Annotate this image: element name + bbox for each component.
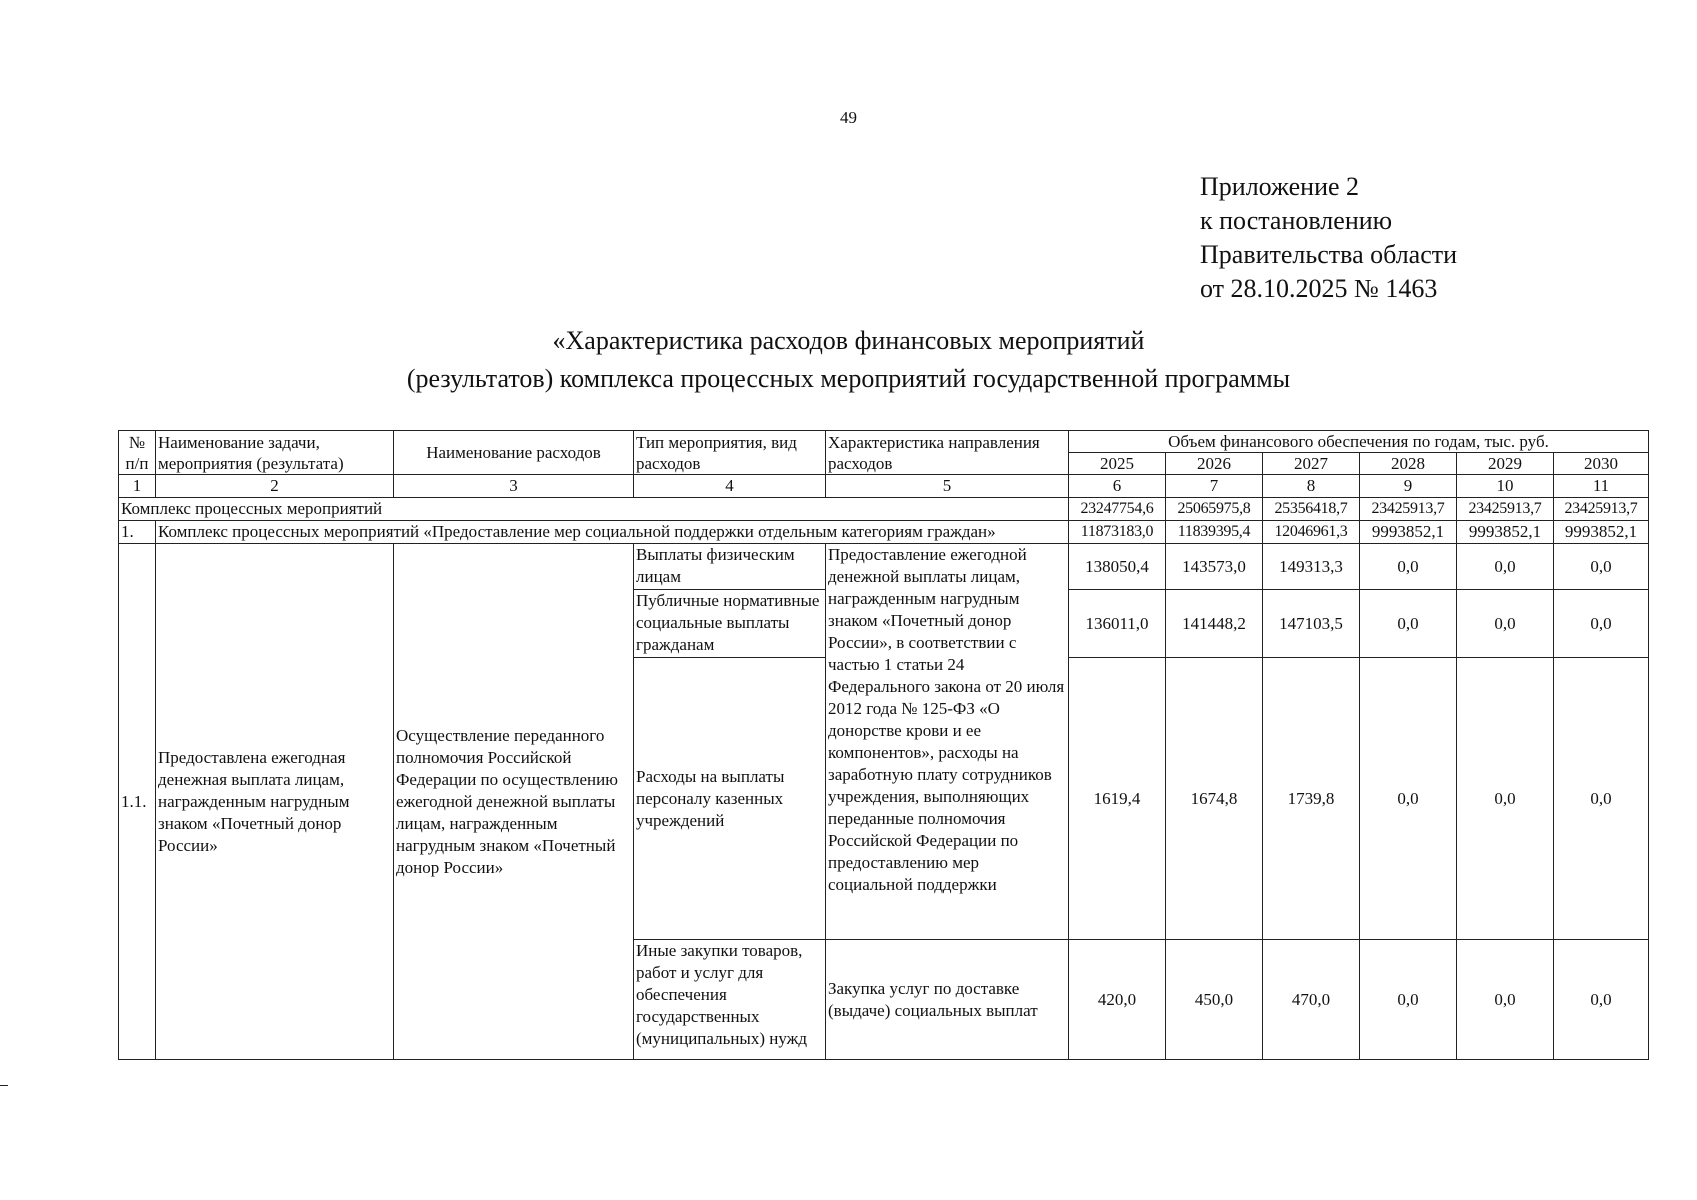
header-characteristic: Характеристика направления расходов (826, 431, 1069, 475)
column-number: 2 (156, 475, 394, 498)
appendix-block (1200, 170, 1457, 306)
amount-cell: 149313,3 (1263, 544, 1360, 590)
column-number: 7 (1166, 475, 1263, 498)
amount-cell: 1619,4 (1069, 658, 1166, 940)
complex-row-1-value: 11839395,4 (1166, 521, 1263, 544)
header-year: 2029 (1457, 453, 1554, 475)
finance-table (118, 430, 1649, 1060)
column-number: 8 (1263, 475, 1360, 498)
header-task: Наименование задачи, мероприятия (результата) (156, 431, 394, 475)
amount-cell: 0,0 (1457, 658, 1554, 940)
appendix-line: от 28.10.2025 № 1463 (1200, 274, 1438, 303)
amount-cell: 0,0 (1457, 544, 1554, 590)
complex-row-1-value: 12046961,3 (1263, 521, 1360, 544)
amount-cell: 0,0 (1457, 940, 1554, 1060)
amount-cell: 0,0 (1457, 590, 1554, 658)
amount-cell: 450,0 (1166, 940, 1263, 1060)
header-year: 2027 (1263, 453, 1360, 475)
complex-row-1 (119, 521, 1649, 544)
header-type: Тип мероприятия, вид расходов (634, 431, 826, 475)
complex-total-value: 25065975,8 (1166, 498, 1263, 521)
amount-cell: 0,0 (1360, 544, 1457, 590)
header-year: 2026 (1166, 453, 1263, 475)
amount-cell: 0,0 (1554, 544, 1649, 590)
expense-characteristic: Предоставление ежегодной денежной выплаты лицам, награжденным нагрудным знаком «Почетный донор России», в соответствии с частью 1 статьи 24 Федерального закона от 20 июля 2012 года № 125-ФЗ «О донорстве крови и ее компонентов», расходы на заработную плату сотрудников учреждения, выполняющих переданные полномочия Российской Федерации по предоставлению мер социальной поддержки (826, 544, 1069, 940)
header-year: 2025 (1069, 453, 1166, 475)
complex-total-value: 23425913,7 (1457, 498, 1554, 521)
complex-row-1-value: 11873183,0 (1069, 521, 1166, 544)
amount-cell: 420,0 (1069, 940, 1166, 1060)
complex-total-value: 23425913,7 (1360, 498, 1457, 521)
expense-type: Публичные нормативные социальные выплаты гражданам (634, 590, 826, 658)
page-number: 49 (840, 108, 857, 127)
amount-cell: 470,0 (1263, 940, 1360, 1060)
column-number: 5 (826, 475, 1069, 498)
amount-cell: 1739,8 (1263, 658, 1360, 940)
complex-row-1-label: Комплекс процессных мероприятий «Предоставление мер социальной поддержки отдельным категориям граждан» (156, 521, 1069, 544)
column-number-row (119, 475, 1649, 498)
amount-cell: 143573,0 (1166, 544, 1263, 590)
row-number: 1.1. (119, 544, 156, 1060)
column-number: 11 (1554, 475, 1649, 498)
header-row (119, 431, 1649, 453)
header-year: 2030 (1554, 453, 1649, 475)
complex-total-row (119, 498, 1649, 521)
amount-cell: 0,0 (1360, 658, 1457, 940)
complex-row-1-value: 9993852,1 (1554, 521, 1649, 544)
column-number: 1 (119, 475, 156, 498)
complex-total-value: 23425913,7 (1554, 498, 1649, 521)
row-number: 1. (119, 521, 156, 544)
amount-cell: 0,0 (1554, 940, 1649, 1060)
amount-cell: 0,0 (1554, 658, 1649, 940)
complex-row-1-value: 9993852,1 (1360, 521, 1457, 544)
complex-row-1-value: 9993852,1 (1457, 521, 1554, 544)
sub-row-physical-payments (119, 544, 1649, 590)
complex-total-value: 23247754,6 (1069, 498, 1166, 521)
amount-cell: 0,0 (1554, 590, 1649, 658)
margin-mark (0, 1085, 8, 1086)
column-number: 3 (394, 475, 634, 498)
amount-cell: 136011,0 (1069, 590, 1166, 658)
amount-cell: 141448,2 (1166, 590, 1263, 658)
expense-characteristic: Закупка услуг по доставке (выдаче) социальных выплат (826, 940, 1069, 1060)
title-line-1: «Характеристика расходов финансовых мероприятий (552, 326, 1145, 355)
title-line-2: (результатов) комплекса процессных мероприятий государственной программы (406, 364, 1291, 393)
task-name: Предоставлена ежегодная денежная выплата лицам, награжденным нагрудным знаком «Почетный донор России» (156, 544, 394, 1060)
expense-type: Расходы на выплаты персоналу казенных учреждений (634, 658, 826, 940)
expense-type: Выплаты физическим лицам (634, 544, 826, 590)
header-num: № п/п (119, 431, 156, 475)
column-number: 6 (1069, 475, 1166, 498)
document-title (0, 322, 1697, 398)
expense-name: Осуществление переданного полномочия Российской Федерации по осуществлению ежегодной денежной выплаты лицам, награжденным нагрудным знаком «Почетный донор России» (394, 544, 634, 1060)
amount-cell: 0,0 (1360, 590, 1457, 658)
amount-cell: 0,0 (1360, 940, 1457, 1060)
header-year: 2028 (1360, 453, 1457, 475)
header-expense-name: Наименование расходов (394, 431, 634, 475)
amount-cell: 147103,5 (1263, 590, 1360, 658)
appendix-line: к постановлению (1200, 206, 1393, 235)
amount-cell: 138050,4 (1069, 544, 1166, 590)
header-volume: Объем финансового обеспечения по годам, тыс. руб. (1069, 431, 1649, 453)
complex-total-label: Комплекс процессных мероприятий (119, 498, 1069, 521)
expense-type: Иные закупки товаров, работ и услуг для обеспечения государственных (муниципальных) нужд (634, 940, 826, 1060)
column-number: 9 (1360, 475, 1457, 498)
column-number: 10 (1457, 475, 1554, 498)
appendix-line: Приложение 2 (1200, 172, 1360, 201)
appendix-line: Правительства области (1200, 240, 1458, 269)
amount-cell: 1674,8 (1166, 658, 1263, 940)
column-number: 4 (634, 475, 826, 498)
complex-total-value: 25356418,7 (1263, 498, 1360, 521)
